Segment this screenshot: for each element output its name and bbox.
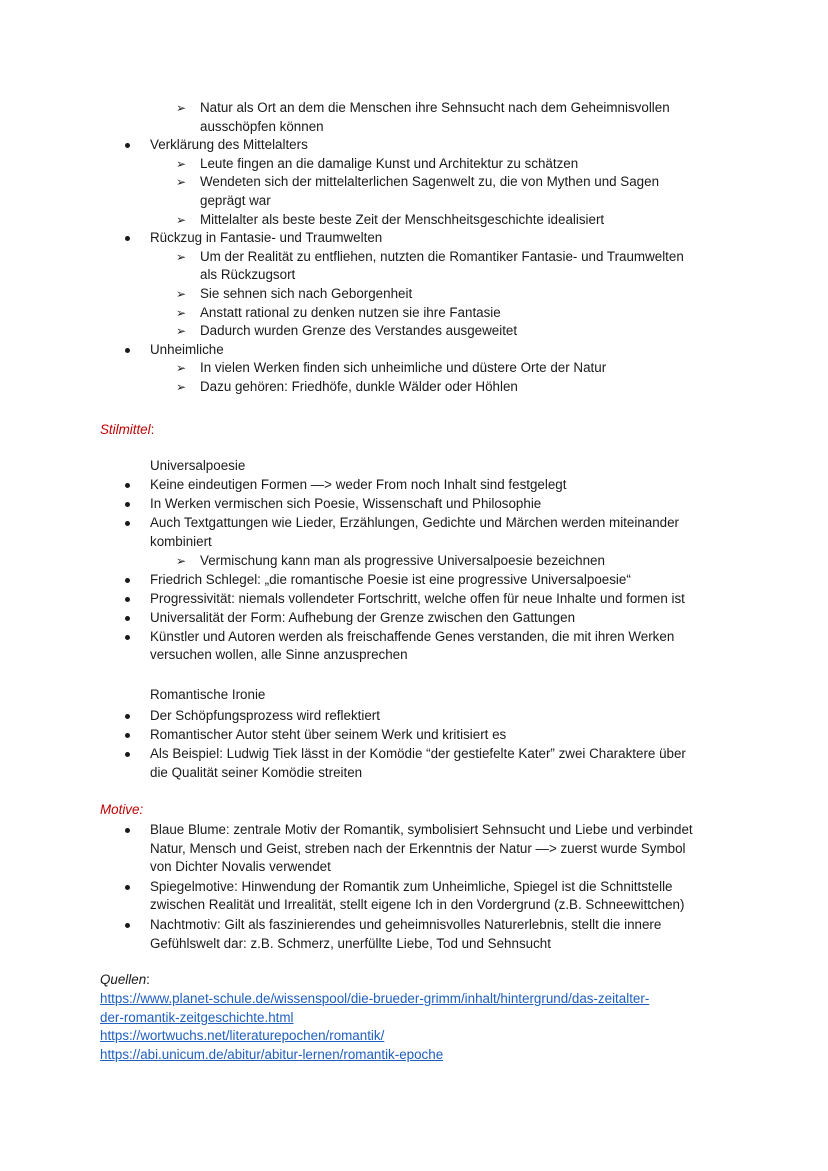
list-item-text: Auch Textgattungen wie Lieder, Erzählungen, Gedichte und Märchen werden miteinander	[150, 515, 680, 530]
list-item-text: Um der Realität zu entfliehen, nutzten die Romantiker Fantasie- und Traumwelten	[200, 248, 684, 264]
list-item-text: Gefühlswelt dar: z.B. Schmerz, unerfüllte Liebe, Tod und Sehnsucht	[150, 935, 551, 951]
arrow-bullet-icon: ➢	[176, 212, 187, 227]
list-item-text: Friedrich Schlegel: „die romantische Poesie ist eine progressive Universalpoesie“	[150, 571, 631, 587]
list-item-text: Vermischung kann man als progressive Universalpoesie bezeichnen	[200, 552, 605, 568]
list-item-text: die Qualität seiner Komödie streiten	[150, 764, 363, 780]
source-link[interactable]: https://abi.unicum.de/abitur/abitur-lernen/romantik-epoche	[100, 1046, 444, 1062]
list-item-text: Nachtmotiv: Gilt als faszinierendes und geheimnisvolles Naturerlebnis, stellt die innere	[150, 917, 662, 932]
list-item-text: Blaue Blume: zentrale Motiv der Romantik, symbolisiert Sehnsucht und Liebe und verbindet	[150, 822, 693, 837]
bullet-icon	[125, 502, 130, 507]
list-item-text: Dazu gehören: Friedhöfe, dunkle Wälder oder Höhlen	[200, 379, 518, 394]
bullet-icon	[125, 733, 130, 738]
list-item-text: Spiegelmotive: Hinwendung der Romantik zum Unheimliche, Spiegel ist die Schnittstelle	[150, 878, 673, 894]
bullet-icon	[125, 923, 130, 928]
list-item-text: Verklärung des Mittelalters	[150, 137, 308, 153]
list-item-text: von Dichter Novalis verwendet	[150, 859, 331, 875]
list-item-text: Wendeten sich der mittelalterlichen Sagenwelt zu, die von Mythen und Sagen	[200, 174, 660, 190]
arrow-bullet-icon: ➢	[176, 249, 187, 264]
list-item-text: Künstler und Autoren werden als freischaffende Genes verstanden, die mit ihren Werken	[150, 628, 675, 644]
list-item-text: Unheimliche	[150, 341, 224, 357]
arrow-bullet-icon: ➢	[176, 380, 187, 394]
list-item-text: In vielen Werken finden sich unheimliche und düstere Orte der Natur	[200, 360, 607, 376]
bullet-icon	[125, 483, 130, 488]
list-item-text: kombiniert	[150, 533, 212, 549]
list-item-text: Universalität der Form: Aufhebung der Grenze zwischen den Gattungen	[150, 609, 576, 625]
bullet-icon	[125, 236, 130, 241]
list-item-text: als Rückzugsort	[200, 267, 296, 283]
arrow-bullet-icon: ➢	[176, 101, 187, 115]
arrow-bullet-icon: ➢	[176, 305, 187, 320]
list-item-text: geprägt war	[200, 193, 271, 208]
arrow-bullet-icon: ➢	[176, 324, 187, 339]
subheading-universalpoesie: Universalpoesie	[150, 458, 246, 473]
list-item-text: In Werken vermischen sich Poesie, Wissenschaft und Philosophie	[150, 496, 542, 511]
list-item-text: Sie sehnen sich nach Geborgenheit	[200, 286, 413, 301]
list-item-text: Progressivität: niemals vollendeter Fortschritt, welche offen für neue Inhalte und formen ist	[150, 590, 685, 606]
arrow-bullet-icon: ➢	[176, 553, 187, 568]
arrow-bullet-icon: ➢	[176, 287, 187, 301]
list-item-text: Dadurch wurden Grenze des Verstandes ausgeweitet	[200, 323, 518, 339]
bullet-icon	[125, 616, 130, 621]
list-item-text: Mittelalter als beste beste Zeit der Menschheitsgeschichte idealisiert	[200, 211, 605, 227]
source-link[interactable]: https://www.planet-schule.de/wissenspool/die-brueder-grimm/inhalt/hintergrund/das-zeitalter-	[100, 991, 650, 1006]
list-item-text: versuchen wollen, alle Sinne anzusprechen	[150, 647, 408, 663]
bullet-icon	[125, 885, 130, 890]
list-item-text: Anstatt rational zu denken nutzen sie ihre Fantasie	[200, 304, 501, 320]
subheading-romantische-ironie: Romantische Ironie	[150, 687, 266, 702]
bullet-icon	[125, 635, 130, 640]
heading-motive: Motive:	[100, 802, 144, 817]
sources-label: Quellen:	[100, 972, 150, 987]
list-item-text: Keine eindeutigen Formen —> weder From noch Inhalt sind festgelegt	[150, 477, 567, 492]
list-item-text: Natur, Mensch und Geist, streben nach der Erkenntnis der Natur —> zuerst wurde Symbol	[150, 840, 686, 856]
arrow-bullet-icon: ➢	[176, 156, 187, 171]
arrow-bullet-icon: ➢	[176, 175, 187, 190]
bullet-icon	[125, 578, 130, 583]
bullet-icon	[125, 143, 130, 148]
heading-stilmittel: Stilmittel:	[100, 422, 155, 437]
list-item-text: Romantischer Autor steht über seinem Werk und kritisiert es	[150, 727, 507, 742]
arrow-bullet-icon: ➢	[176, 361, 187, 376]
list-item-text: Natur als Ort an dem die Menschen ihre Sehnsucht nach dem Geheimnisvollen	[200, 100, 670, 115]
list-item-text: Der Schöpfungsprozess wird reflektiert	[150, 708, 380, 723]
bullet-icon	[125, 348, 130, 353]
bullet-icon	[125, 828, 130, 833]
list-item-text: Als Beispiel: Ludwig Tiek lässt in der Komödie “der gestiefelte Kater” zwei Charaktere über	[150, 746, 686, 761]
list-item-text: zwischen Realität und Irrealität, stellt eigene Ich in den Vordergrund (z.B. Schneewittchen)	[150, 897, 685, 913]
bullet-icon	[125, 714, 130, 719]
source-link[interactable]: https://wortwuchs.net/literaturepochen/romantik/	[100, 1028, 385, 1044]
list-item-text: Leute fingen an die damalige Kunst und Architektur zu schätzen	[200, 155, 579, 171]
source-link[interactable]: der-romantik-zeitgeschichte.html	[100, 1009, 294, 1025]
list-item-text: ausschöpfen können	[200, 118, 324, 134]
bullet-icon	[125, 752, 130, 757]
bullet-icon	[125, 521, 130, 526]
list-item-text: Rückzug in Fantasie- und Traumwelten	[150, 230, 383, 246]
bullet-icon	[125, 597, 130, 602]
